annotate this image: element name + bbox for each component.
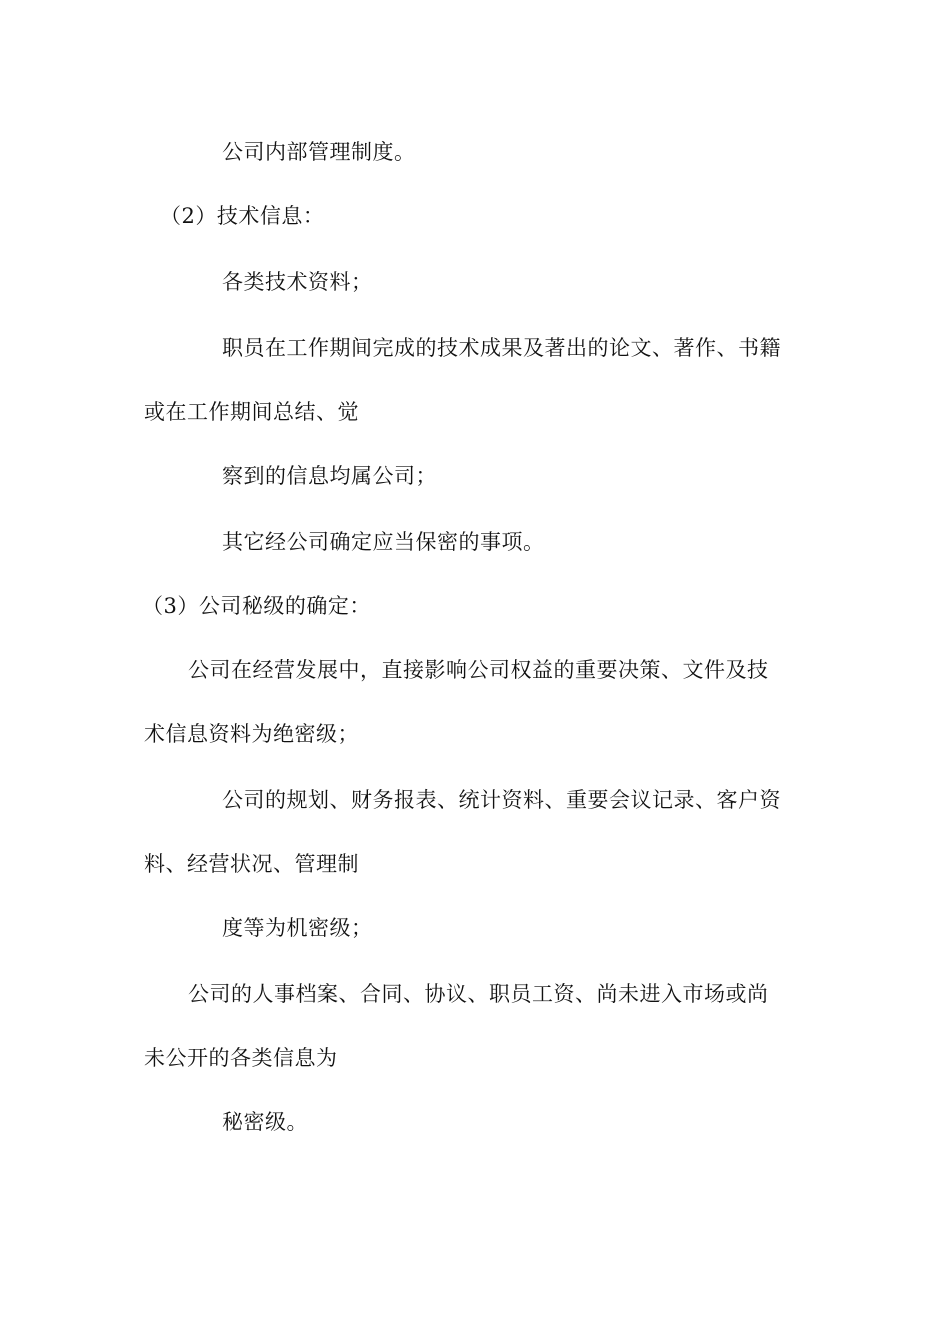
text-line-11: 公司的规划、财务报表、统计资料、重要会议记录、客户资 (222, 788, 781, 812)
text-line-4: 职员在工作期间完成的技术成果及著出的论文、著作、书籍 (222, 336, 781, 360)
text-line-16: 秘密级。 (222, 1110, 308, 1134)
text-line-1: 公司内部管理制度。 (222, 140, 416, 164)
text-line-15: 未公开的各类信息为 (144, 1046, 338, 1070)
section-heading-classification: （3）公司秘级的确定： (142, 594, 371, 618)
text-line-13: 度等为机密级； (222, 916, 373, 940)
text-line-5: 或在工作期间总结、觉 (144, 400, 359, 424)
text-line-14: 公司的人事档案、合同、协议、职员工资、尚未进入市场或尚 (188, 982, 769, 1006)
text-line-3: 各类技术资料； (222, 270, 373, 294)
text-line-7: 其它经公司确定应当保密的事项。 (222, 530, 545, 554)
section-heading-technical-info: （2）技术信息： (160, 204, 325, 228)
text-line-10: 术信息资料为绝密级； (144, 722, 359, 746)
text-line-12: 料、经营状况、管理制 (144, 852, 359, 876)
text-line-9: 公司在经营发展中，直接影响公司权益的重要决策、文件及技 (188, 658, 769, 682)
text-line-6: 察到的信息均属公司； (222, 464, 437, 488)
